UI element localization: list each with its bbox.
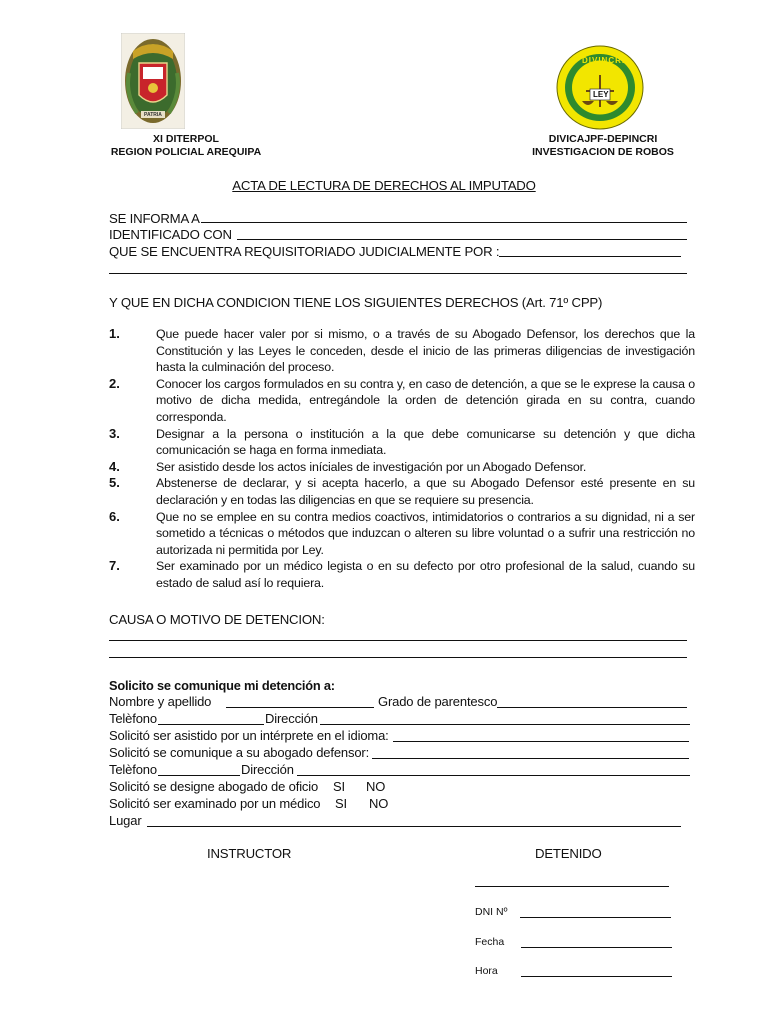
- cause-field-1[interactable]: [109, 640, 687, 641]
- list-item: [109, 426, 695, 459]
- interpreter-field[interactable]: [393, 741, 689, 742]
- right-text: Ser examinado por un médico legista o en su defecto por otro profesional de la salud, cuando su estado de salud así lo requiera.: [156, 559, 695, 590]
- address2-label: Dirección: [241, 762, 294, 777]
- cause-heading: CAUSA O MOTIVO DE DETENCION:: [109, 612, 325, 627]
- list-item: [109, 509, 695, 559]
- right-number: 2.: [109, 375, 120, 391]
- address2-field[interactable]: [297, 775, 690, 776]
- right-text: Abstenerse de declarar, y si acepta hacerlo, a que su Abogado Defensor esté presente en su declaración y en todas las diligencias en que se requiere su presencia.: [156, 476, 695, 507]
- logo-box-text: LEY: [593, 90, 609, 99]
- name-field[interactable]: [226, 707, 374, 708]
- phone-label: Telèfono: [109, 711, 157, 726]
- medical-exam-label: Solicitó ser examinado por un médico: [109, 796, 321, 811]
- comm-heading: Solicito se comunique mi detención a:: [109, 678, 335, 693]
- requisition-label: QUE SE ENCUENTRA REQUISITORIADO JUDICIALMENTE POR :: [109, 244, 500, 259]
- requisition-field-cont[interactable]: [109, 273, 687, 274]
- right-text: Que puede hacer valer por si mismo, o a través de su Abogado Defensor, los derechos que la Constitución y las Leyes le conceden, desde el inicio de las primeras diligencias de investigación hasta la culminación del proceso.: [156, 327, 695, 375]
- name-label: Nombre y apellido: [109, 694, 212, 709]
- right-number: 5.: [109, 475, 120, 491]
- lawyer-label: Solicitó se comunique a su abogado defensor:: [109, 745, 370, 760]
- detainee-label: DETENIDO: [535, 846, 602, 861]
- detainee-signature-line[interactable]: [475, 886, 669, 887]
- right-org-name: DIVICAJPF-DEPINCRI: [548, 133, 658, 145]
- right-org-dept: INVESTIGACION DE ROBOS: [532, 145, 674, 158]
- address-label: Dirección: [265, 711, 318, 726]
- list-item: [109, 475, 695, 508]
- phone2-field[interactable]: [158, 775, 240, 776]
- interpreter-label: Solicitó ser asistido por un intérprete en el idioma:: [109, 728, 389, 743]
- divincri-logo: [556, 45, 644, 130]
- medical-yes-option[interactable]: SI: [335, 796, 347, 811]
- informs-label: SE INFORMA A: [109, 211, 200, 226]
- rights-heading: Y QUE EN DICHA CONDICION TIENE LOS SIGUIENTES DERECHOS (Art. 71º CPP): [109, 295, 603, 310]
- logo-arc-text: DIVINCRI: [582, 56, 626, 65]
- list-item: [109, 459, 695, 476]
- rights-list: [109, 326, 695, 592]
- phone2-label: Telèfono: [109, 762, 157, 777]
- lawyer-field[interactable]: [372, 758, 689, 759]
- left-org-name: XI DITERPOL: [153, 133, 219, 145]
- cause-field-2[interactable]: [109, 657, 687, 658]
- right-number: 4.: [109, 458, 120, 474]
- seal-motto: PATRIA: [144, 112, 162, 118]
- time-field[interactable]: [521, 976, 672, 977]
- address-field[interactable]: [320, 724, 690, 725]
- right-text: Conocer los cargos formulados en su contra y, en caso de detención, a que se le exprese la causa o motivo de dicha medida, entregándole la orden de detención girada en su contra, cuando corresponda.: [156, 376, 695, 424]
- list-item: [109, 326, 695, 376]
- police-seal-logo: [121, 33, 185, 129]
- identified-field[interactable]: [237, 239, 687, 240]
- phone-field[interactable]: [158, 724, 264, 725]
- kinship-field[interactable]: [497, 707, 687, 708]
- date-field[interactable]: [521, 947, 672, 948]
- list-item: [109, 558, 695, 591]
- list-item: [109, 376, 695, 426]
- right-number: 3.: [109, 425, 120, 441]
- right-text: Ser asistido desde los actos iníciales de investigación por un Abogado Defensor.: [156, 459, 587, 474]
- dni-field[interactable]: [520, 917, 671, 918]
- dni-label: DNI Nº: [475, 906, 508, 918]
- right-text: Que no se emplee en su contra medios coactivos, intimidatorios o contrarios a su dignidad, ni a ser sometido a técnicas o métodos que induzcan o alteren su libre voluntad o a sufrir una restricción no autorizada ni permitida por Ley.: [156, 509, 695, 557]
- place-field[interactable]: [147, 826, 681, 827]
- left-org-region: REGION POLICIAL AREQUIPA: [110, 145, 262, 158]
- requisition-field[interactable]: [499, 256, 681, 257]
- medical-no-option[interactable]: NO: [369, 796, 389, 811]
- place-label: Lugar: [109, 813, 142, 828]
- kinship-label: Grado de parentesco: [378, 694, 498, 709]
- right-number: 6.: [109, 508, 120, 524]
- appointed-no-option[interactable]: NO: [366, 779, 386, 794]
- date-label: Fecha: [475, 936, 505, 948]
- appointed-yes-option[interactable]: SI: [333, 779, 345, 794]
- right-text: Designar a la persona o institución a la que debe comunicarse su detención y que dicha comunicación se haga en forma inmediata.: [156, 426, 695, 458]
- time-label: Hora: [475, 965, 498, 977]
- appointed-lawyer-label: Solicitó se designe abogado de oficio: [109, 779, 319, 794]
- right-number: 1.: [109, 326, 120, 341]
- right-number: 7.: [109, 558, 120, 574]
- informs-field[interactable]: [201, 222, 687, 223]
- document-title: ACTA DE LECTURA DE DERECHOS AL IMPUTADO: [232, 178, 536, 193]
- instructor-label: INSTRUCTOR: [207, 846, 292, 861]
- identified-label: IDENTIFICADO CON: [109, 227, 232, 242]
